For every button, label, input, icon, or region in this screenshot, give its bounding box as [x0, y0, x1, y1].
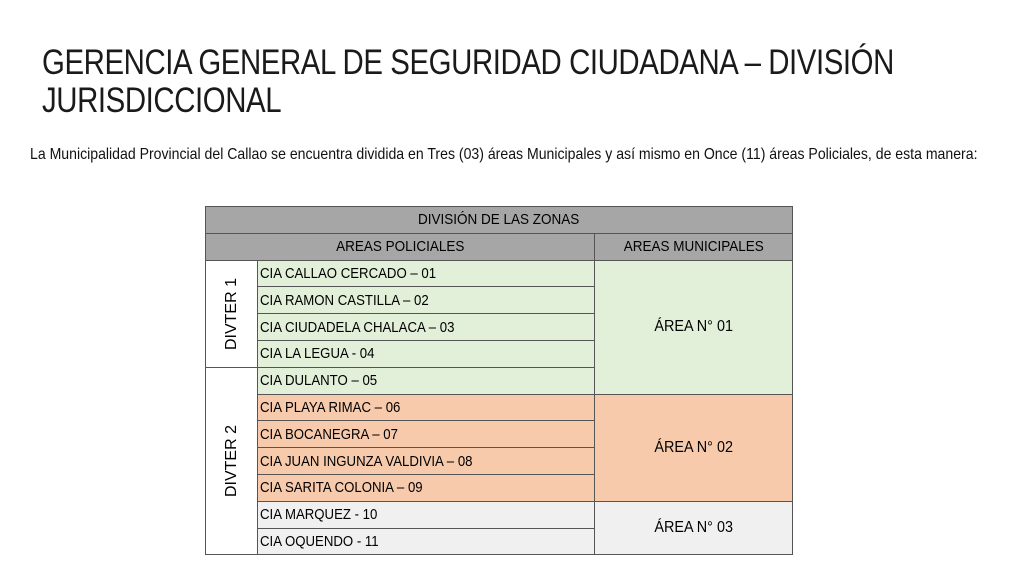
- page-title: [42, 43, 894, 120]
- table-row: CIA BOCANEGRA – 07: [258, 421, 595, 448]
- table-row: CIA RAMON CASTILLA – 02: [258, 287, 595, 314]
- divter-1-label: DIVTER 1: [206, 260, 258, 367]
- table-row: CIA MARQUEZ - 10: [258, 501, 595, 528]
- zones-table: [205, 206, 793, 555]
- page-title-line-1: GERENCIA GENERAL DE SEGURIDAD CIUDADANA – DIVISIÓN: [42, 43, 894, 82]
- divter-2-label: DIVTER 2: [206, 367, 258, 555]
- column-header-areas-municipales: AREAS MUNICIPALES: [595, 233, 793, 260]
- table-row: CIA LA LEGUA - 04: [258, 340, 595, 367]
- table-row: CIA DULANTO – 05: [258, 367, 595, 394]
- page-title-line-2: JURISDICCIONAL: [42, 81, 282, 120]
- table-row: CIA OQUENDO - 11: [258, 528, 595, 555]
- column-header-areas-policiales: AREAS POLICIALES: [206, 233, 595, 260]
- area-01-cell: ÁREA N° 01: [595, 260, 793, 394]
- intro-paragraph: La Municipalidad Provincial del Callao se encuentra dividida en Tres (03) áreas Municipales y así mismo en Once (11) áreas Policiales, de esta manera:: [30, 146, 978, 163]
- table-row: CIA JUAN INGUNZA VALDIVIA – 08: [258, 448, 595, 475]
- area-02-cell: ÁREA N° 02: [595, 394, 793, 501]
- table-row: CIA PLAYA RIMAC – 06: [258, 394, 595, 421]
- table-row: CIA SARITA COLONIA – 09: [258, 474, 595, 501]
- table-title: DIVISIÓN DE LAS ZONAS: [206, 207, 793, 234]
- table-row: CIA CIUDADELA CHALACA – 03: [258, 314, 595, 341]
- table-row: CIA CALLAO CERCADO – 01: [258, 260, 595, 287]
- area-03-cell: ÁREA N° 03: [595, 501, 793, 555]
